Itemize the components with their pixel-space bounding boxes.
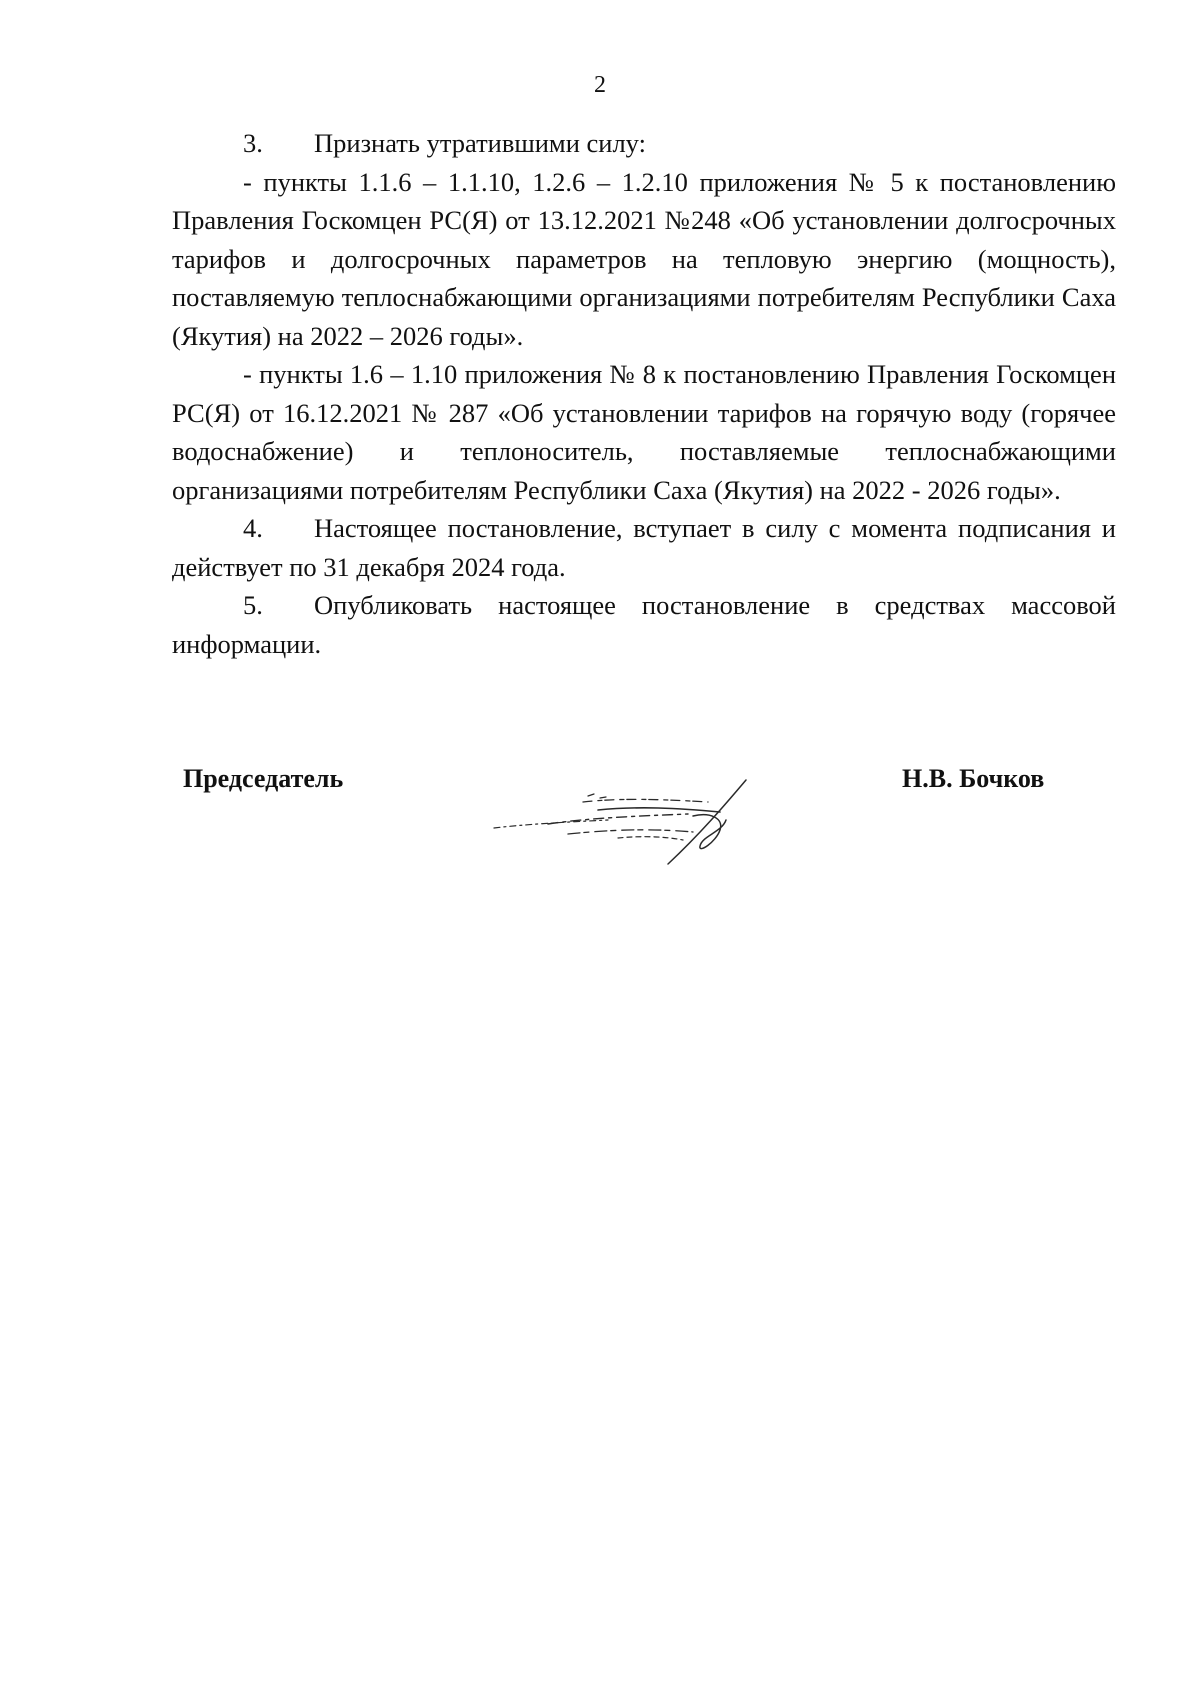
- paragraph-3-item-2: [172, 355, 1116, 509]
- signatory-name: Н.В. Бочков: [902, 764, 1045, 793]
- paragraph-text: - пункты 1.1.6 – 1.1.10, 1.2.6 – 1.2.10 приложения № 5 к постановлению Правления Госкомцен РС(Я) от 13.12.2021 №248 «Об установлении долгосрочных тарифов и долгосрочных параметров на тепловую энергию (мощность), поставляемую теплоснабжающими организациями потребителям Республики Саха (Якутия) на 2022 – 2026 годы».: [172, 166, 1116, 351]
- signature-block: [0, 762, 1200, 882]
- paragraph-number: 5.: [243, 590, 263, 620]
- signatory-title: Председатель: [183, 764, 344, 793]
- paragraph-text: - пункты 1.6 – 1.10 приложения № 8 к постановлению Правления Госкомцен РС(Я) от 16.12.2021 № 287 «Об установлении тарифов на горячую воду (горячее водоснабжение) и теплоноситель, поставляемые теплоснабжающими организациями потребителям Республики Саха (Якутия) на 2022 - 2026 годы».: [172, 359, 1116, 505]
- page-number: 2: [594, 72, 606, 98]
- paragraph-3: [172, 124, 1116, 163]
- paragraph-number: 3.: [243, 128, 263, 158]
- paragraph-text: Признать утратившими силу:: [314, 128, 646, 158]
- paragraph-number: 4.: [243, 513, 263, 543]
- paragraph-4: [172, 509, 1116, 586]
- paragraph-5: [172, 586, 1116, 663]
- paragraph-text: Опубликовать настоящее постановление в средствах массовой информации.: [172, 590, 1116, 659]
- document-body: [172, 124, 1116, 663]
- paragraph-3-item-1: [172, 163, 1116, 356]
- paragraph-text: Настоящее постановление, вступает в силу с момента подписания и действует по 31 декабря 2024 года.: [172, 513, 1116, 582]
- handwritten-signature: [488, 772, 758, 868]
